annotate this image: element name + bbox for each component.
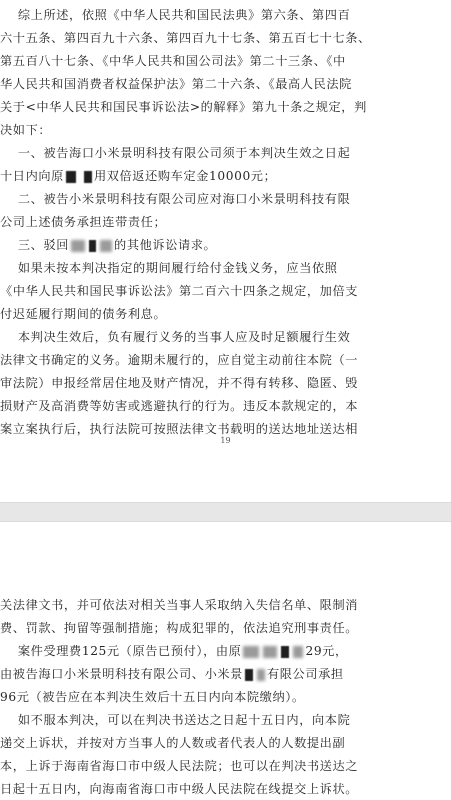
redaction-mark xyxy=(293,646,303,658)
text-segment: 如果未按本判决指定的期间履行给付金钱义务，应当依照 xyxy=(0,261,338,275)
text-line xyxy=(0,188,451,210)
text-segment: 的其他诉讼请求。 xyxy=(114,238,217,252)
text-segment: 损财产及高消费等妨害或逃避执行的行为。违反本款规定的，本 xyxy=(0,399,359,413)
text-line xyxy=(0,686,451,708)
text-segment: 法律文书确定的义务。逾期未履行的，应自觉主动前往本院（一 xyxy=(0,353,359,367)
text-line xyxy=(0,119,451,141)
page-separator xyxy=(0,502,451,522)
text-line xyxy=(0,778,451,800)
text-segment: 用双倍返还购车定金10000元； xyxy=(93,169,277,183)
text-segment: 综上所述，依照《中华人民共和国民法典》第六条、第四百 xyxy=(0,8,351,22)
redaction-mark xyxy=(84,171,92,183)
redaction-mark xyxy=(257,669,265,681)
text-line xyxy=(0,663,451,685)
text-segment: 有限公司承担 xyxy=(266,667,344,681)
redaction-mark xyxy=(66,171,76,183)
text-segment: 案立案执行后，执行法院可按照法律文书载明的送达地址送达相 xyxy=(0,422,359,436)
text-segment: 本，上诉于海南省海口市中级人民法院；也可以在判决书送达之 xyxy=(0,759,359,773)
text-segment: 第五百八十七条、《中华人民共和国公司法》第二十三条、《中 xyxy=(0,54,346,68)
text-segment: 决如下： xyxy=(0,123,52,137)
text-segment: 《中华人民共和国民事诉讼法》第二百六十四条之规定，加倍支 xyxy=(0,284,359,298)
text-line xyxy=(0,326,451,348)
text-line xyxy=(0,303,451,325)
text-line xyxy=(0,594,451,616)
text-segment: 华人民共和国消费者权益保护法》第二十六条、《最高人民法院 xyxy=(0,77,352,91)
text-line xyxy=(0,755,451,777)
text-segment: 公司上述债务承担连带责任； xyxy=(0,215,167,229)
text-segment: 审法院）申报经常居住地及财产情况，并不得有转移、隐匿、毁 xyxy=(0,376,359,390)
redaction-mark xyxy=(89,240,96,252)
text-line xyxy=(0,349,451,371)
text-line xyxy=(0,73,451,95)
text-segment: 日起十五日内，向海南省海口市中级人民法院在线提交上诉状。 xyxy=(0,782,359,796)
text-line xyxy=(0,211,451,233)
document-page-20 xyxy=(0,522,451,800)
text-line xyxy=(0,395,451,417)
redaction-mark xyxy=(243,646,259,658)
redaction-mark xyxy=(71,240,85,252)
redaction-mark xyxy=(100,240,112,252)
text-segment: 29元， xyxy=(305,644,348,658)
text-line xyxy=(0,4,451,26)
text-line xyxy=(0,27,451,49)
text-segment: 三、驳回 xyxy=(0,238,70,252)
text-segment: 费、罚款、拘留等强制措施；构成犯罪的，依法追究刑事责任。 xyxy=(0,621,359,635)
text-segment: 由被告海口小米景明科技有限公司、小米景 xyxy=(0,667,243,681)
text-line xyxy=(0,142,451,164)
text-line xyxy=(0,50,451,72)
text-segment: 十日内向原 xyxy=(0,169,64,183)
text-segment: 如不服本判决，可以在判决书送达之日起十五日内，向本院 xyxy=(0,713,351,727)
text-segment: 96元（被告应在本判决生效后十五日内向本院缴纳）。 xyxy=(0,690,305,704)
text-line xyxy=(0,640,451,662)
text-line xyxy=(0,617,451,639)
text-line xyxy=(0,372,451,394)
text-segment: 二、被告小米景明科技有限公司应对海口小米景明科技有限 xyxy=(0,192,351,206)
text-line xyxy=(0,234,451,256)
text-line xyxy=(0,280,451,302)
text-segment: 本判决生效后，负有履行义务的当事人应及时足额履行生效 xyxy=(0,330,351,344)
text-line xyxy=(0,732,451,754)
text-segment: 六十五条、第四百九十六条、第四百九十七条、第五百七十七条、 xyxy=(0,31,371,45)
redaction-mark xyxy=(263,646,277,658)
text-line xyxy=(0,165,451,187)
text-segment: 关法律文书，并可依法对相关当事人采取纳入失信名单、限制消 xyxy=(0,598,359,612)
text-segment: 付迟延履行期间的债务利息。 xyxy=(0,307,167,321)
text-segment: 案件受理费125元（原告已预付），由原 xyxy=(0,644,242,658)
text-line xyxy=(0,709,451,731)
text-line xyxy=(0,257,451,279)
redaction-mark xyxy=(281,646,289,658)
text-line xyxy=(0,96,451,118)
redaction-mark xyxy=(245,669,253,681)
page-number: 19 xyxy=(220,436,231,445)
text-segment: 关于<中华人民共和国民事诉讼法>的解释》第九十条之规定，判 xyxy=(0,100,367,114)
text-segment: 递交上诉状，并按对方当事人的人数或者代表人的人数提出副 xyxy=(0,736,346,750)
text-segment: 一、被告海口小米景明科技有限公司须于本判决生效之日起 xyxy=(0,146,351,160)
